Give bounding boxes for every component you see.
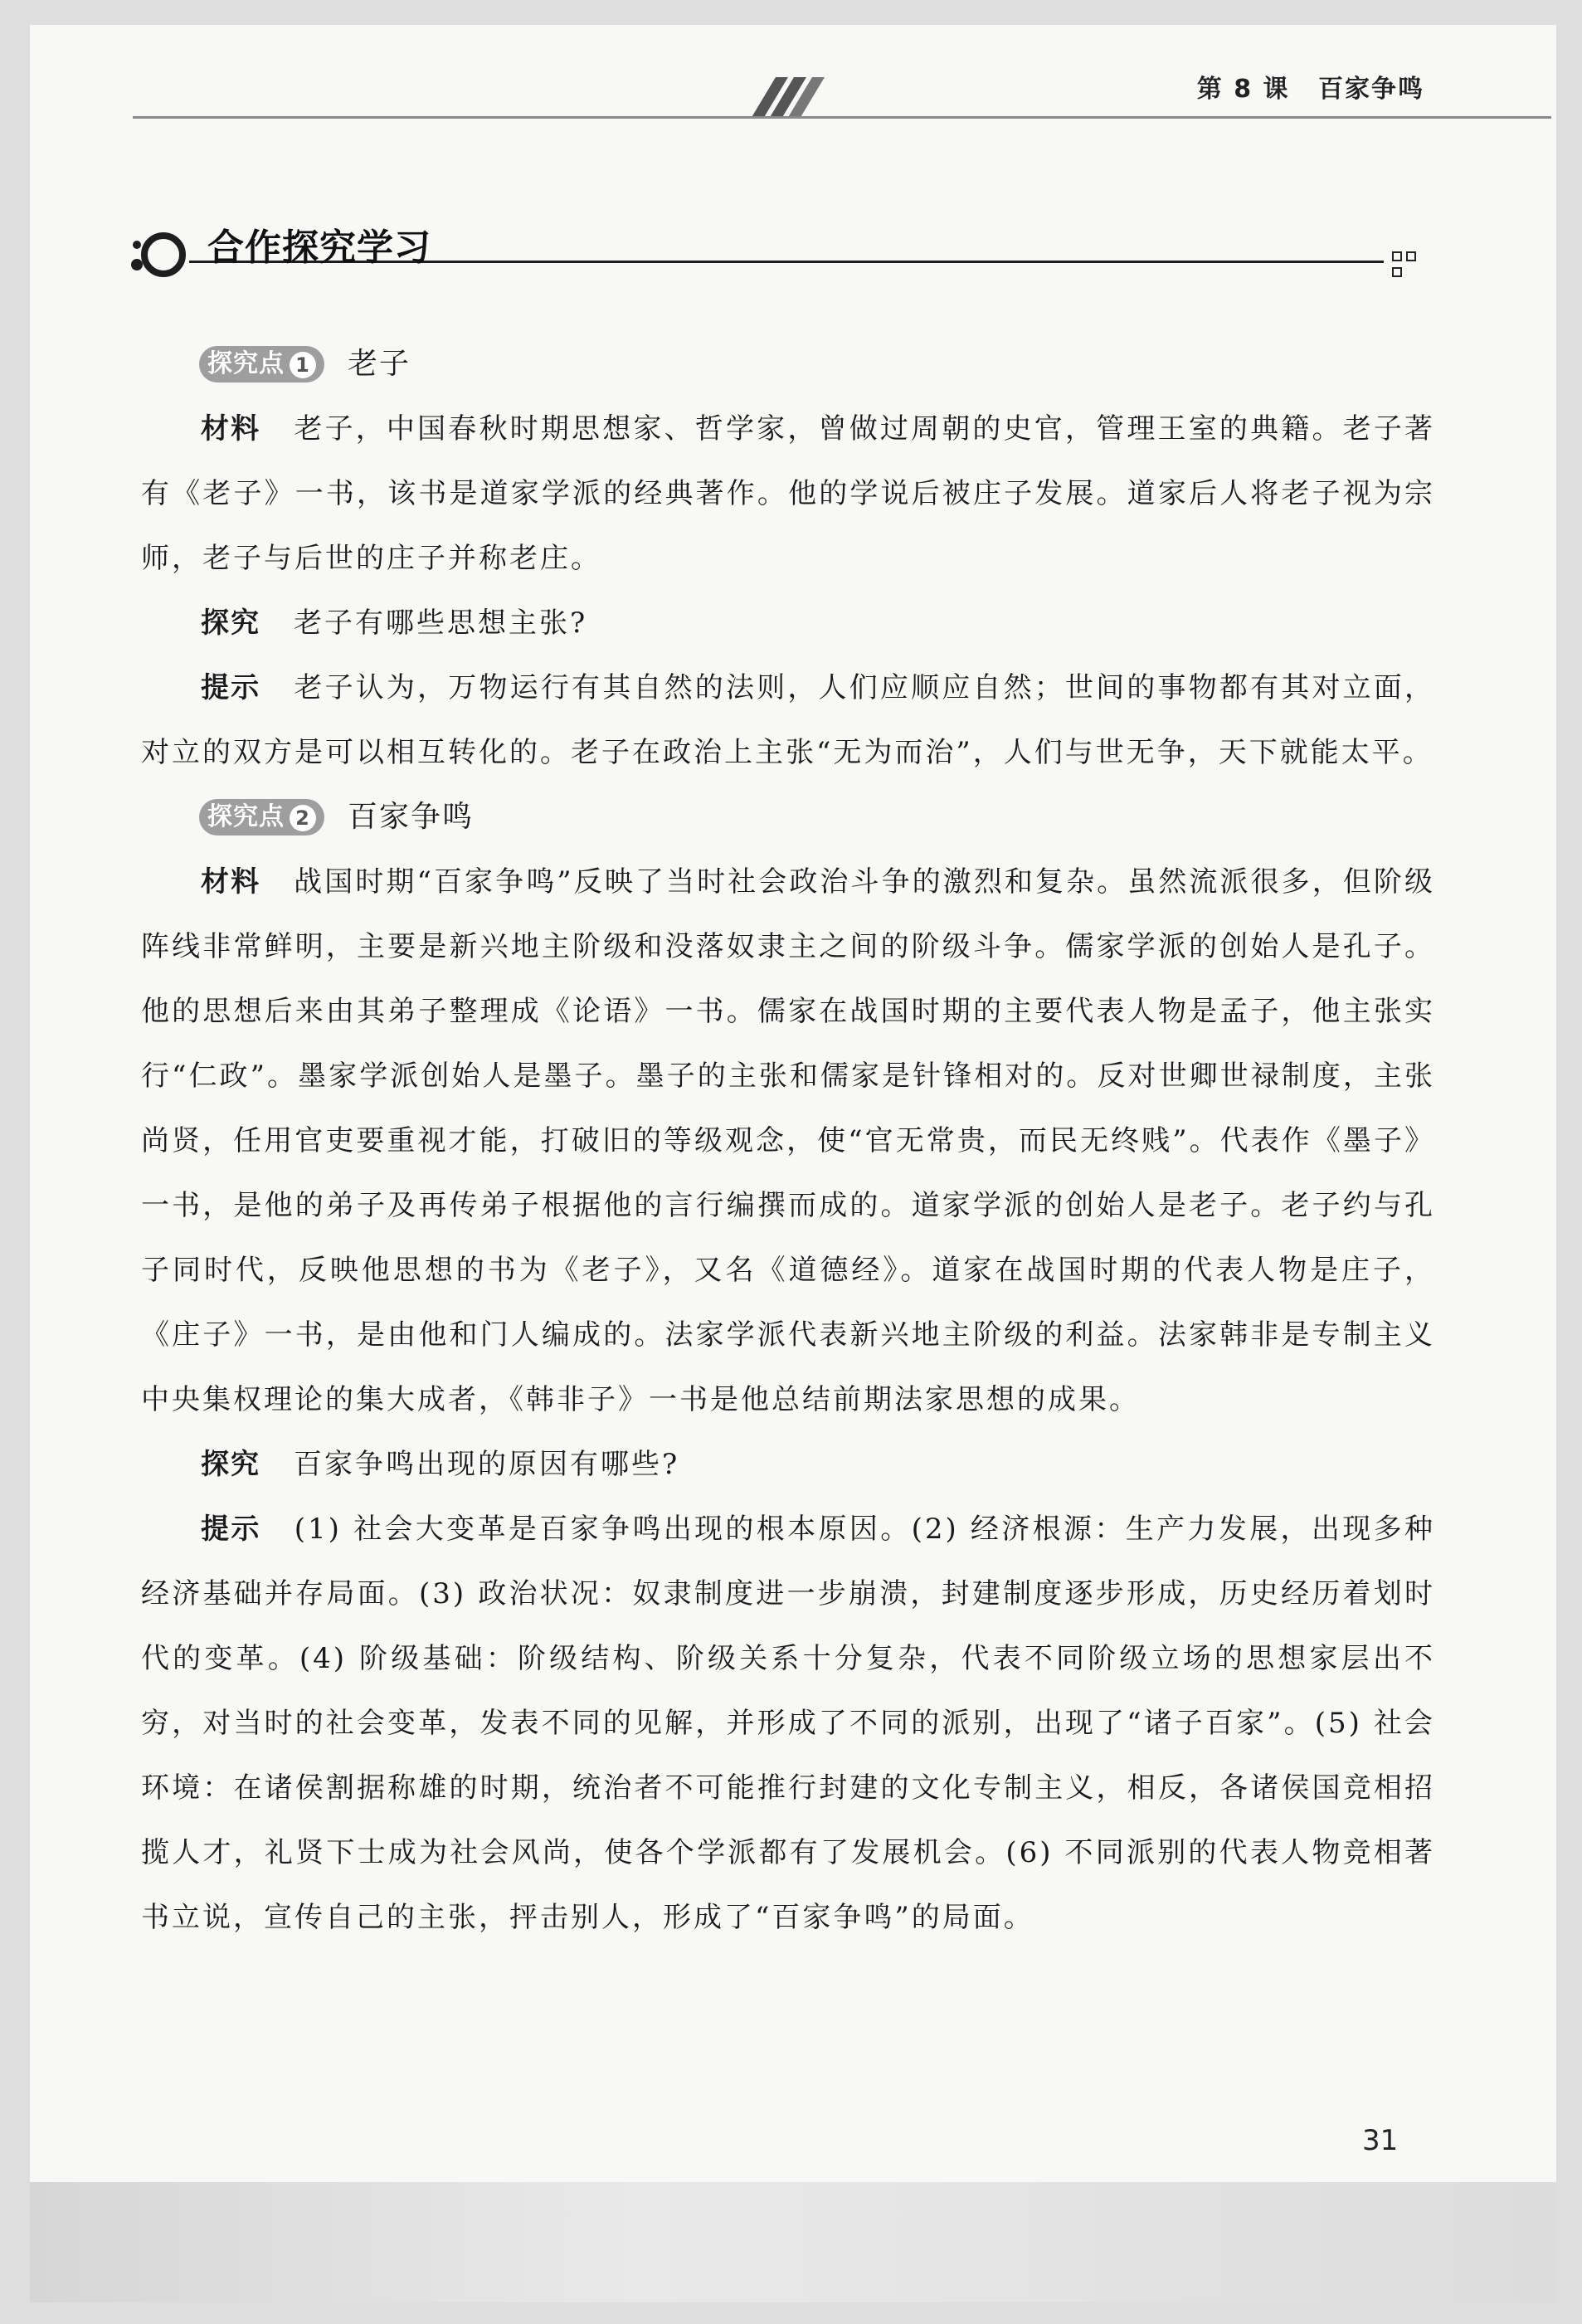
material-paragraph [141, 397, 1435, 591]
page-content [141, 332, 1435, 1950]
inquiry-point-title: 百家争鸣 [348, 800, 475, 834]
hint-paragraph [141, 655, 1435, 785]
question-text: 百家争鸣出现的原因有哪些? [294, 1448, 680, 1481]
hint-label: 提示 [201, 671, 261, 704]
question-text: 老子有哪些思想主张? [294, 607, 588, 640]
heading-ring-icon [141, 232, 186, 277]
heading-dot-icon [133, 241, 141, 249]
page-number: 31 [1362, 2124, 1399, 2157]
material-text: 老子，中国春秋时期思想家、哲学家，曾做过周朝的史官，管理王室的典籍。老子著有《老子》一书，该书是道家学派的经典著作。他的学说后被庄子发展。道家后人将老子视为宗师，老子与后世的庄子并称老庄。 [141, 412, 1436, 575]
inquiry-point-title: 老子 [348, 347, 411, 381]
heading-dot-icon [131, 259, 143, 270]
inquiry-point-2-heading [141, 785, 1435, 850]
header-stripes-decoration [742, 73, 842, 123]
question-paragraph [141, 1432, 1435, 1497]
inquiry-badge: 探究点 2 [199, 799, 324, 836]
material-text: 战国时期“百家争鸣”反映了当时社会政治斗争的激烈和复杂。虽然流派很多，但阶级阵线非常鲜明，主要是新兴地主阶级和没落奴隶主之间的阶级斗争。儒家学派的创始人是孔子。他的思想后来由其弟子整理成《论语》一书。儒家在战国时期的主要代表人物是孟子，他主张实行“仁政”。墨家学派创始人是墨子。墨子的主张和儒家是针锋相对的。反对世卿世禄制度，主张尚贤，任用官吏要重视才能，打破旧的等级观念，使“官无常贵，而民无终贱”。代表作《墨子》一书，是他的弟子及再传弟子根据他的言行编撰而成的。道家学派的创始人是老子。老子约与孔子同时代，反映他思想的书为《老子》，又名《道德经》。道家在战国时期的代表人物是庄子，《庄子》一书，是由他和门人编成的。法家学派代表新兴地主阶级的利益。法家韩非是专制主义中央集权理论的集大成者，《韩非子》一书是他总结前期法家思想的成果。 [141, 865, 1436, 1416]
lesson-number: 第 8 课 [1196, 75, 1290, 104]
question-label: 探究 [201, 1448, 260, 1481]
question-paragraph [141, 591, 1435, 655]
inquiry-number: 2 [290, 805, 316, 831]
section-heading [131, 217, 1425, 279]
material-paragraph [141, 850, 1435, 1432]
inquiry-number: 1 [290, 352, 316, 378]
hint-label: 提示 [201, 1513, 261, 1546]
inquiry-point-1-heading [141, 332, 1435, 397]
inquiry-badge: 探究点 1 [199, 346, 324, 382]
hint-paragraph [141, 1497, 1435, 1950]
hint-text: 老子认为，万物运行有其自然的法则，人们应顺应自然；世间的事物都有其对立面，对立的双方是可以相互转化的。老子在政治上主张“无为而治”，人们与世无争，天下就能太平。 [141, 671, 1436, 769]
running-header [1179, 68, 1424, 105]
lesson-title: 百家争鸣 [1318, 75, 1424, 104]
material-label: 材料 [201, 412, 261, 446]
question-label: 探究 [201, 607, 260, 640]
header-rule [133, 116, 1551, 119]
section-title: 合作探究学习 [207, 227, 431, 269]
heading-squares-decoration [1392, 249, 1425, 280]
hint-text: (1) 社会大变革是百家争鸣出现的根本原因。(2) 经济根源：生产力发展，出现多种经济基础并存局面。(3) 政治状况：奴隶制度进一步崩溃，封建制度逐步形成，历史经历着划时代的变革。(4) 阶级基础：阶级结构、阶级关系十分复杂，代表不同阶级立场的思想家层出不穷，对当时的社会变革，发表不同的见解，并形成了不同的派别，出现了“诸子百家”。(5) 社会环境：在诸侯割据称雄的时期，统治者不可能推行封建的文化专制主义，相反，各诸侯国竞相招揽人才，礼贤下士成为社会风尚，使各个学派都有了发展机会。(6) 不同派别的代表人物竞相著书立说，宣传自己的主张，抨击别人，形成了“百家争鸣”的局面。 [141, 1513, 1436, 1934]
page-bottom-band [30, 2182, 1556, 2302]
material-label: 材料 [201, 865, 261, 899]
